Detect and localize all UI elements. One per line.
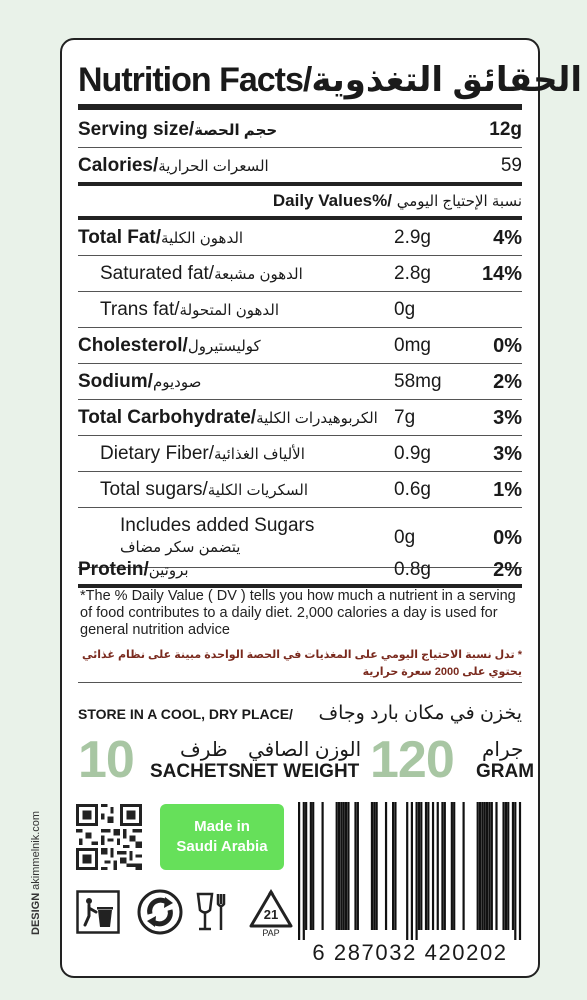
qr-code-icon[interactable] bbox=[76, 804, 142, 870]
barcode-bar bbox=[416, 802, 418, 940]
nutrient-amount: 58mg bbox=[394, 371, 442, 392]
barcode-bar bbox=[512, 802, 514, 930]
serving-size-row bbox=[78, 112, 522, 148]
nutrient-row-total-carbohydrate: Total Carbohydrate/الكربوهيدرات الكلية 7g 3% bbox=[78, 400, 522, 436]
nutrient-amount: 0mg bbox=[394, 335, 431, 356]
serving-value: 12g bbox=[489, 119, 522, 140]
recycle-triangle-icon bbox=[246, 888, 296, 938]
serving-label-ar: حجم الحصة bbox=[194, 122, 278, 139]
barcode-bar bbox=[507, 802, 509, 930]
barcode-bar bbox=[519, 802, 521, 940]
sachet-unit-ar: ظرف bbox=[180, 739, 228, 761]
nutrient-dv: 14% bbox=[481, 263, 522, 285]
barcode-bar bbox=[312, 802, 314, 930]
barcode-bar bbox=[502, 802, 504, 930]
barcode-bar bbox=[392, 802, 394, 930]
barcode-bar bbox=[463, 802, 465, 930]
nutrient-row-saturated-fat: Saturated fat/الدهون مشبعة 2.8g 14% bbox=[78, 256, 522, 292]
barcode-bar bbox=[376, 802, 378, 930]
barcode-bar bbox=[406, 802, 408, 940]
barcode-bar bbox=[420, 802, 422, 930]
barcode-bar bbox=[491, 802, 493, 930]
nutrient-row-total-sugars: Total sugars/السكريات الكلية 0.6g 1% bbox=[78, 472, 522, 508]
barcode-bar bbox=[347, 802, 349, 930]
net-weight-label-en: NET WEIGHT bbox=[240, 761, 360, 782]
daily-value-footnote-en: *The % Daily Value ( DV ) tells you how much a nutrient in a serving of food contributes to a daily diet. 2,000 calories a day is used for general nutrition advice bbox=[80, 588, 516, 638]
barcode-bar bbox=[418, 802, 420, 930]
storage-en: STORE IN A COOL, DRY PLACE/ bbox=[78, 706, 293, 722]
barcode-bar bbox=[451, 802, 453, 930]
nutrient-dv: 4% bbox=[493, 227, 522, 249]
serving-label-en: Serving size/ bbox=[78, 119, 195, 140]
nutrient-dv: 3% bbox=[493, 407, 522, 429]
nutrient-amount: 0.6g bbox=[394, 479, 431, 500]
nutrient-amount: 0g bbox=[394, 299, 416, 320]
barcode-bar bbox=[322, 802, 324, 930]
nutrient-row-cholesterol: Cholesterol/كوليستيرول 0mg 0% bbox=[78, 328, 522, 364]
tidyman-bin-icon bbox=[76, 890, 120, 934]
barcode-bar bbox=[336, 802, 338, 930]
nutrient-row-sodium: Sodium/صوديوم 58mg 2% bbox=[78, 364, 522, 400]
barcode-bar bbox=[354, 802, 356, 930]
barcode-bar bbox=[437, 802, 439, 930]
barcode-bar bbox=[479, 802, 481, 930]
barcode-bar bbox=[343, 802, 345, 930]
nutrient-dv: 0% bbox=[493, 527, 522, 549]
sachet-unit-en: SACHETS bbox=[150, 761, 241, 782]
food-safe-glass-fork-icon bbox=[192, 890, 236, 934]
divider bbox=[78, 682, 522, 683]
barcode-bar bbox=[477, 802, 479, 930]
barcode-bar bbox=[488, 802, 490, 930]
weight-number: 120 bbox=[370, 731, 454, 789]
nutrient-row-trans-fat: Trans fat/الدهون المتحولة 0g bbox=[78, 292, 522, 328]
nutrient-amount: 7g bbox=[394, 407, 416, 428]
nutrient-dv: 2% bbox=[493, 559, 522, 581]
barcode-bar bbox=[427, 802, 429, 930]
barcode-bar bbox=[357, 802, 359, 930]
barcode-bar bbox=[385, 802, 387, 930]
barcode-bar bbox=[338, 802, 340, 930]
barcode-bar bbox=[486, 802, 488, 930]
daily-value-footnote-ar: * تدل نسبة الاحتياج اليومي على المغذيات في الحصة الواحدة مبينة على نظام غذائي يحتوي على 2000 سعرة حرارية bbox=[82, 649, 522, 678]
barcode-number: 6 287032 420202 bbox=[312, 940, 508, 965]
barcode-bar bbox=[394, 802, 396, 930]
nutrient-amount: 0.8g bbox=[394, 559, 431, 580]
recycle-arrows-icon bbox=[136, 888, 184, 936]
storage-instructions bbox=[78, 702, 522, 726]
barcode-bar bbox=[411, 802, 413, 940]
daily-values-header: Daily Values%/ نسبة الإحتياج اليومي bbox=[78, 186, 522, 220]
barcode-bar bbox=[305, 802, 307, 930]
barcode-bar bbox=[453, 802, 455, 930]
barcode-bar bbox=[514, 802, 516, 940]
barcode bbox=[296, 802, 524, 940]
calories-row bbox=[78, 148, 522, 186]
net-weight-label-ar: الوزن الصافي bbox=[248, 739, 362, 761]
nutrient-row-total-fat: Total Fat/الدهون الكلية 2.9g 4% bbox=[78, 220, 522, 256]
nutrient-dv: 3% bbox=[493, 443, 522, 465]
barcode-bar bbox=[432, 802, 434, 930]
weight-unit-en: GRAM bbox=[476, 761, 535, 782]
barcode-bar bbox=[373, 802, 375, 930]
calories-value: 59 bbox=[500, 155, 522, 176]
nutrient-dv: 1% bbox=[493, 479, 522, 501]
barcode-bar bbox=[444, 802, 446, 930]
nutrition-label bbox=[60, 38, 583, 978]
barcode-bar bbox=[505, 802, 507, 930]
barcode-bar bbox=[303, 802, 305, 940]
barcode-bar bbox=[425, 802, 427, 930]
nutrient-amount: 0g bbox=[394, 527, 416, 548]
nutrient-dv: 0% bbox=[493, 335, 522, 357]
barcode-bar bbox=[481, 802, 483, 930]
barcode-bar bbox=[371, 802, 373, 930]
made-in-badge: Made in Saudi Arabia bbox=[160, 804, 284, 870]
calories-label-en: Calories/ bbox=[78, 155, 159, 176]
label-title: Nutrition Facts/الحقائق التغذوية bbox=[78, 56, 522, 110]
weight-unit-ar: جرام bbox=[482, 739, 524, 761]
storage-ar: يخزن في مكان بارد وجاف bbox=[318, 703, 522, 724]
designer-credit: DESIGNakimmelnik.com bbox=[30, 810, 42, 935]
barcode-bar bbox=[495, 802, 497, 930]
nutrient-amount: 2.8g bbox=[394, 263, 431, 284]
barcode-bar bbox=[484, 802, 486, 930]
calories-label-ar: السعرات الحرارية bbox=[158, 158, 269, 175]
barcode-bar bbox=[340, 802, 342, 930]
barcode-bar bbox=[345, 802, 347, 930]
sachet-count: 10 bbox=[78, 731, 134, 789]
barcode-bar bbox=[310, 802, 312, 930]
recycle-code: 21 bbox=[263, 907, 279, 922]
nutrient-row-added-sugars: Includes added Sugars يتضمن سكر مضاف 0g 0% bbox=[78, 508, 522, 568]
nutrient-dv: 2% bbox=[493, 371, 522, 393]
nutrient-row-protein: Protein/بروتين 0.8g 2% bbox=[78, 552, 522, 588]
barcode-bar bbox=[441, 802, 443, 930]
barcode-bar bbox=[298, 802, 300, 940]
nutrient-amount: 0.9g bbox=[394, 443, 431, 464]
nutrient-amount: 2.9g bbox=[394, 227, 431, 248]
nutrient-row-dietary-fiber: Dietary Fiber/الألياف الغذائية 0.9g 3% bbox=[78, 436, 522, 472]
recycle-material: PAP bbox=[262, 928, 280, 938]
